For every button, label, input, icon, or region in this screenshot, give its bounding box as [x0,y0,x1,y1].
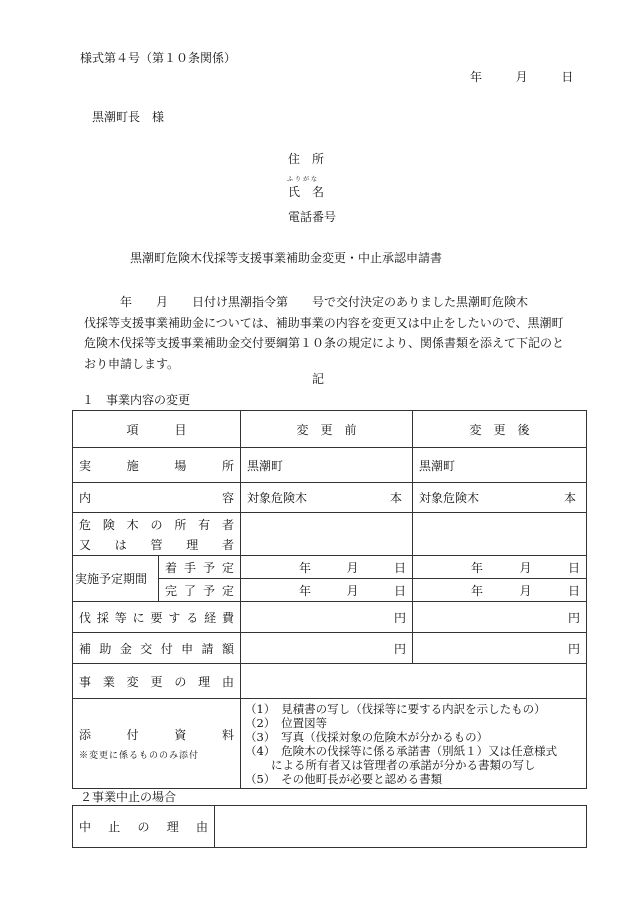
attach-item: （5） その他町長が必要と認める書類 [245,771,443,786]
content-before-text: 対象危険木 [247,491,308,505]
end-after-month: 月 [519,583,532,598]
name-ruby: ふりがな [287,176,320,183]
cancel-reason-value[interactable] [215,806,587,848]
content-after-text: 対象危険木 [419,491,480,505]
start-after-year: 年 [471,560,484,575]
document-title: 黒潮町危険木伐採等支援事業補助金変更・中止承認申請書 [130,251,443,265]
ki-label: 記 [312,372,325,386]
address-label: 住 所 [288,152,325,166]
body-line: 年 月 日付け黒潮指令第 号で交付決定のありました黒潮町危険木 [84,295,529,309]
end-before-day: 日 [393,583,406,598]
col-before-header: 変 更 前 [241,411,413,448]
start-after[interactable] [413,556,587,579]
attach-item: （3） 写真（伐採対象の危険木が分かるもの） [245,729,489,744]
cancel-reason-label-cell [73,806,215,848]
cancel-reason-label: 中 止 の 理 由 [79,820,208,834]
start-label-cell [159,556,241,579]
owner-label-1: 危 険 木 の 所 有 者 [79,517,234,532]
date-day: 日 [561,70,574,84]
body-line: 伐採等支援事業補助金については、補助事業の内容を変更又は中止をしたいので、黒潮町 [84,315,564,330]
date-line [470,71,573,83]
start-after-day: 日 [567,560,580,575]
cancel-table [72,805,587,848]
attach-item: （2） 位置図等 [245,715,328,730]
date-year: 年 [470,70,483,84]
body-line: 危険木伐採等支援事業補助金交付要綱第１０条の規定により、関係書類を添えて下記のと [84,336,565,350]
content-after[interactable] [413,483,587,513]
content-before-unit: 本 [390,491,403,505]
end-label: 完 了 予 定 [165,583,235,598]
location-label: 実 施 場 所 [79,458,234,473]
end-label-cell [159,579,241,602]
content-label: 内 容 [79,491,235,505]
attach-label: 添 付 資 料 [79,728,234,742]
cost-label-cell [73,602,241,633]
start-before-month: 月 [346,560,359,575]
end-after-day: 日 [567,583,580,598]
content-after-unit: 本 [564,491,577,505]
end-after-year: 年 [471,583,484,598]
start-label: 着 手 予 定 [165,560,235,575]
attach-note: ※変更に係るもののみ添付 [79,751,200,761]
owner-label-2: 又 は 管 理 者 [79,537,235,552]
col-after-header: 変 更 後 [413,411,587,448]
form-number: 様式第４号（第１０条関係） [80,51,237,65]
grant-after[interactable]: 円 [413,633,587,664]
col-item-header: 項 目 [73,411,241,448]
schedule-label: 実施予定期間 [73,556,159,602]
location-after[interactable]: 黒潮町 [413,448,587,483]
recipient: 黒潮町長 様 [92,110,165,124]
grant-label: 補 助 金 交 付 申 請 額 [79,641,234,656]
attach-item: による所有者又は管理者の承諾が分かる書類の写し [271,757,536,772]
end-before-year: 年 [299,583,312,598]
location-before[interactable]: 黒潮町 [241,448,413,483]
cost-before[interactable]: 円 [241,602,413,633]
body-line: おり申請します。 [84,356,180,371]
owner-before[interactable] [241,513,413,556]
end-before[interactable] [241,579,413,602]
attach-item: （4） 危険木の伐採等に係る承諾書（別紙１）又は任意様式 [245,743,558,758]
location-label-cell [73,448,241,483]
content-label-cell [73,483,241,513]
body-paragraph [84,292,584,374]
name-label: 氏 名 [288,185,325,199]
end-after[interactable] [413,579,587,602]
change-reason-value[interactable] [241,664,587,699]
reason-label-cell [73,664,241,699]
start-before[interactable] [241,556,413,579]
end-before-month: 月 [346,583,359,598]
start-after-month: 月 [519,560,532,575]
start-before-year: 年 [299,560,312,575]
start-before-day: 日 [393,560,406,575]
attach-item: （1） 見積書の写し（伐採等に要する内訳を示したもの） [245,701,546,716]
owner-after[interactable] [413,513,587,556]
grant-before[interactable]: 円 [241,633,413,664]
section1-heading: １ 事業内容の変更 [82,393,191,407]
content-before[interactable] [241,483,413,513]
cost-after[interactable]: 円 [413,602,587,633]
attach-label-cell [73,699,241,789]
cost-label: 伐 採 等 に 要 す る 経 費 [79,610,235,625]
owner-label-cell [73,513,241,556]
grant-label-cell [73,633,241,664]
section2-heading: ２事業中止の場合 [80,790,177,804]
phone-label: 電話番号 [288,210,337,224]
date-month: 月 [515,70,528,84]
change-table [72,410,587,789]
change-reason-label: 事 業 変 更 の 理 由 [79,674,234,689]
attach-list [241,699,587,789]
